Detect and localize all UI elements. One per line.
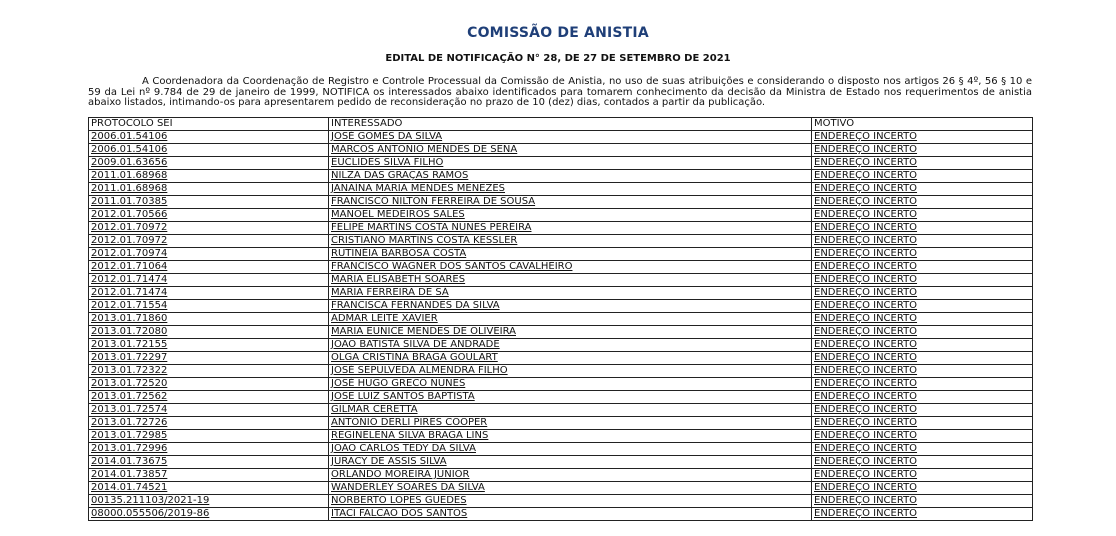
table-row (89, 157, 1033, 170)
cell-protocolo: 2013.01.72520 (89, 378, 329, 391)
cell-motivo: ENDEREÇO INCERTO (812, 248, 1033, 261)
cell-motivo: ENDEREÇO INCERTO (812, 339, 1033, 352)
table-row (89, 287, 1033, 300)
cell-motivo: ENDEREÇO INCERTO (812, 287, 1033, 300)
cell-motivo: ENDEREÇO INCERTO (812, 417, 1033, 430)
document-title: COMISSÃO DE ANISTIA (467, 25, 649, 41)
cell-motivo: ENDEREÇO INCERTO (812, 456, 1033, 469)
cell-protocolo: 2011.01.70385 (89, 196, 329, 209)
cell-protocolo: 2006.01.54106 (89, 131, 329, 144)
cell-protocolo: 2013.01.71860 (89, 313, 329, 326)
cell-motivo: ENDEREÇO INCERTO (812, 378, 1033, 391)
cell-motivo: ENDEREÇO INCERTO (812, 261, 1033, 274)
cell-interessado: ITACI FALCÃO DOS SANTOS (329, 508, 812, 521)
cell-protocolo: 2012.01.70972 (89, 222, 329, 235)
table-row (89, 430, 1033, 443)
table-row (89, 144, 1033, 157)
cell-interessado: REGINELENA SILVA BRAGA LINS (329, 430, 812, 443)
cell-motivo: ENDEREÇO INCERTO (812, 222, 1033, 235)
cell-motivo: ENDEREÇO INCERTO (812, 443, 1033, 456)
cell-motivo: ENDEREÇO INCERTO (812, 482, 1033, 495)
cell-protocolo: 2013.01.72080 (89, 326, 329, 339)
table-row (89, 274, 1033, 287)
cell-interessado: ANTONIO DERLI PIRES COOPER (329, 417, 812, 430)
cell-interessado: JANAÍNA MARIA MENDES MENEZES (329, 183, 812, 196)
header-protocolo: PROTOCOLO SEI (89, 118, 329, 131)
table-row (89, 378, 1033, 391)
cell-interessado: RUTINÉIA BARBOSA COSTA (329, 248, 812, 261)
table-row (89, 222, 1033, 235)
notification-table (88, 117, 1033, 521)
cell-interessado: JOSÉ HUGO GRECO NUNES (329, 378, 812, 391)
cell-interessado: JOSÉ SEPÚLVEDA ALMENDRA FILHO (329, 365, 812, 378)
cell-protocolo: 2013.01.72155 (89, 339, 329, 352)
table-row (89, 391, 1033, 404)
cell-protocolo: 2006.01.54106 (89, 144, 329, 157)
cell-motivo: ENDEREÇO INCERTO (812, 430, 1033, 443)
table-row (89, 443, 1033, 456)
cell-interessado: JOÃO CARLOS TEDY DA SILVA (329, 443, 812, 456)
cell-interessado: EUCLIDES SILVA FILHO (329, 157, 812, 170)
table-row (89, 352, 1033, 365)
cell-protocolo: 2012.01.70972 (89, 235, 329, 248)
header-interessado: INTERESSADO (329, 118, 812, 131)
cell-motivo: ENDEREÇO INCERTO (812, 352, 1033, 365)
table-header-row (89, 118, 1033, 131)
cell-motivo: ENDEREÇO INCERTO (812, 391, 1033, 404)
cell-motivo: ENDEREÇO INCERTO (812, 170, 1033, 183)
cell-interessado: OLGA CRISTINA BRAGA GOULART (329, 352, 812, 365)
cell-interessado: MARIA ELISABETH SOARES (329, 274, 812, 287)
cell-protocolo: 2014.01.73857 (89, 469, 329, 482)
table-row (89, 196, 1033, 209)
cell-protocolo: 2012.01.71474 (89, 274, 329, 287)
edital-subtitle: EDITAL DE NOTIFICAÇÃO N° 28, DE 27 DE SETEMBRO DE 2021 (385, 53, 731, 64)
table-row (89, 131, 1033, 144)
cell-interessado: WANDERLEY SOARES DA SILVA (329, 482, 812, 495)
cell-interessado: FELIPE MARTINS COSTA NUNES PEREIRA (329, 222, 812, 235)
cell-interessado: NILZA DAS GRAÇAS RAMOS (329, 170, 812, 183)
table-row (89, 261, 1033, 274)
intro-paragraph (88, 77, 1032, 109)
cell-motivo: ENDEREÇO INCERTO (812, 131, 1033, 144)
cell-interessado: GILMAR CERETTA (329, 404, 812, 417)
cell-motivo: ENDEREÇO INCERTO (812, 144, 1033, 157)
cell-interessado: MANOEL MEDEIROS SALES (329, 209, 812, 222)
cell-interessado: MARIA FERREIRA DE SÁ (329, 287, 812, 300)
cell-protocolo: 2013.01.72562 (89, 391, 329, 404)
cell-protocolo: 2013.01.72322 (89, 365, 329, 378)
table-row (89, 365, 1033, 378)
table-row (89, 170, 1033, 183)
cell-motivo: ENDEREÇO INCERTO (812, 404, 1033, 417)
cell-protocolo: 2013.01.72297 (89, 352, 329, 365)
cell-protocolo: 2013.01.72985 (89, 430, 329, 443)
cell-motivo: ENDEREÇO INCERTO (812, 469, 1033, 482)
cell-interessado: JOSE LUIZ SANTOS BAPTISTA (329, 391, 812, 404)
cell-interessado: FRANCISCO NILTON FERREIRA DE SOUSA (329, 196, 812, 209)
table-row (89, 339, 1033, 352)
cell-interessado: ADMAR LEITE XAVIER (329, 313, 812, 326)
cell-interessado: JOÃO BATISTA SILVA DE ANDRADE (329, 339, 812, 352)
cell-protocolo: 2013.01.72996 (89, 443, 329, 456)
cell-motivo: ENDEREÇO INCERTO (812, 365, 1033, 378)
cell-protocolo: 2012.01.70974 (89, 248, 329, 261)
cell-interessado: MARCOS ANTONIO MENDES DE SENA (329, 144, 812, 157)
cell-protocolo: 2012.01.71554 (89, 300, 329, 313)
table-row (89, 183, 1033, 196)
cell-interessado: ORLANDO MOREIRA JUNIOR (329, 469, 812, 482)
cell-motivo: ENDEREÇO INCERTO (812, 196, 1033, 209)
cell-interessado: NORBERTO LOPES GUEDES (329, 495, 812, 508)
cell-protocolo: 2011.01.68968 (89, 170, 329, 183)
header-motivo: MOTIVO (812, 118, 1033, 131)
cell-interessado: FRANCISCO WAGNER DOS SANTOS CAVALHEIRO (329, 261, 812, 274)
cell-protocolo: 2014.01.74521 (89, 482, 329, 495)
table-row (89, 313, 1033, 326)
table-row (89, 300, 1033, 313)
cell-motivo: ENDEREÇO INCERTO (812, 183, 1033, 196)
cell-motivo: ENDEREÇO INCERTO (812, 235, 1033, 248)
cell-interessado: JURACY DE ASSIS SILVA (329, 456, 812, 469)
cell-protocolo: 2012.01.71064 (89, 261, 329, 274)
cell-protocolo: 2013.01.72726 (89, 417, 329, 430)
table-row (89, 417, 1033, 430)
table-row (89, 469, 1033, 482)
cell-motivo: ENDEREÇO INCERTO (812, 326, 1033, 339)
cell-protocolo: 2013.01.72574 (89, 404, 329, 417)
cell-motivo: ENDEREÇO INCERTO (812, 209, 1033, 222)
cell-interessado: MARIA EUNICE MENDES DE OLIVEIRA (329, 326, 812, 339)
table-row (89, 404, 1033, 417)
table-row (89, 508, 1033, 521)
cell-protocolo: 2012.01.71474 (89, 287, 329, 300)
cell-motivo: ENDEREÇO INCERTO (812, 495, 1033, 508)
cell-protocolo: 2012.01.70566 (89, 209, 329, 222)
cell-motivo: ENDEREÇO INCERTO (812, 157, 1033, 170)
cell-protocolo: 08000.055506/2019-86 (89, 508, 329, 521)
cell-protocolo: 2009.01.63656 (89, 157, 329, 170)
cell-protocolo: 2011.01.68968 (89, 183, 329, 196)
table-row (89, 482, 1033, 495)
table-row (89, 456, 1033, 469)
cell-motivo: ENDEREÇO INCERTO (812, 508, 1033, 521)
table-body (89, 131, 1033, 521)
cell-interessado: JOSÉ GOMES DA SILVA (329, 131, 812, 144)
cell-interessado: FRANCISCA FERNANDES DA SILVA (329, 300, 812, 313)
table-row (89, 248, 1033, 261)
intro-text: A Coordenadora da Coordenação de Registro e Controle Processual da Comissão de Anistia, no uso de suas atribuições e considerando o disposto nos artigos 26 § 4º, 56 § 10 e 59 da Lei nº 9.784 de 29 de janeiro de 1999, NOTIFICA os interessados abaixo identificados para tomarem conhecimento da decisão da Ministra de Estado nos requerimentos de anistia abaixo listados, intimando-os para apresentarem pedido de reconsideração no prazo de 10 (dez) dias, contados a partir da publicação. (88, 76, 1032, 108)
cell-protocolo: 00135.211103/2021-19 (89, 495, 329, 508)
cell-interessado: CRISTIANO MARTINS COSTA KESSLER (329, 235, 812, 248)
cell-motivo: ENDEREÇO INCERTO (812, 313, 1033, 326)
cell-motivo: ENDEREÇO INCERTO (812, 274, 1033, 287)
table-row (89, 495, 1033, 508)
cell-motivo: ENDEREÇO INCERTO (812, 300, 1033, 313)
cell-protocolo: 2014.01.73675 (89, 456, 329, 469)
table-row (89, 326, 1033, 339)
table-row (89, 209, 1033, 222)
table-row (89, 235, 1033, 248)
